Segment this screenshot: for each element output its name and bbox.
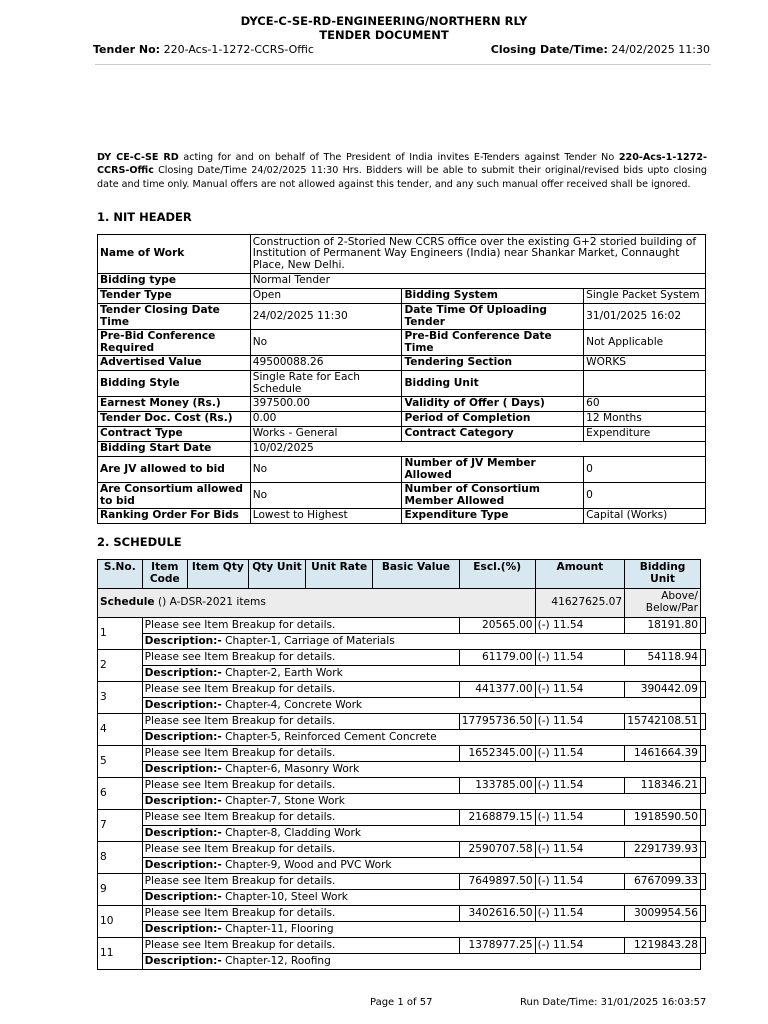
table-row [98, 746, 706, 762]
nit-key: Number of JV Member Allowed [402, 457, 584, 483]
nit-row [98, 483, 706, 509]
item-description [142, 858, 700, 874]
item-basic-value: 3402616.50 [459, 906, 535, 922]
item-amount: 3009954.56 [625, 906, 701, 922]
table-row [98, 730, 706, 746]
item-sno: 9 [98, 874, 143, 906]
nit-key: Validity of Offer ( Days) [402, 397, 584, 412]
description-label: Description:- [144, 666, 222, 679]
item-bidding-unit [701, 874, 706, 890]
nit-key: Bidding Start Date [98, 442, 251, 457]
nit-value: Lowest to Highest [250, 509, 402, 524]
item-basic-value: 2168879.15 [459, 810, 535, 826]
schedule-group-unit: Above/ Below/Par [625, 589, 701, 618]
item-detail: Please see Item Breakup for details. [142, 618, 459, 634]
nit-key: Name of Work [98, 235, 251, 274]
item-bidding-unit [701, 618, 706, 634]
nit-value: 397500.00 [250, 397, 402, 412]
nit-key: Bidding System [402, 289, 584, 304]
item-bidding-unit [701, 682, 706, 698]
tender-no-value: 220-Acs-1-1272-CCRS-Offic [163, 43, 314, 56]
description-text: Chapter-10, Steel Work [221, 890, 348, 903]
nit-value: 0.00 [250, 412, 402, 427]
item-amount: 15742108.51 [625, 714, 701, 730]
item-sno: 7 [98, 810, 143, 842]
table-row [98, 826, 706, 842]
description-label: Description:- [144, 826, 222, 839]
page-number: Page 1 of 57 [370, 997, 433, 1008]
table-row [98, 714, 706, 730]
nit-value: Construction of 2-Storied New CCRS office over the existing G+2 storied building of Institution of Permanent Way Engineers (India) near Shankar Market, Connaught Place, New Delhi. [250, 235, 705, 274]
schedule-heading: 2. SCHEDULE [97, 535, 182, 549]
item-sno: 11 [98, 938, 143, 970]
item-amount: 6767099.33 [625, 874, 701, 890]
nit-key: Earnest Money (Rs.) [98, 397, 251, 412]
item-sno: 10 [98, 906, 143, 938]
schedule-group-text: () A-DSR-2021 items [154, 596, 266, 609]
closing-date-label: Closing Date/Time: [490, 43, 608, 56]
item-sno: 5 [98, 746, 143, 778]
nit-row [98, 304, 706, 330]
nit-key: Pre-Bid Conference Required [98, 330, 251, 356]
nit-row [98, 427, 706, 442]
item-amount: 2291739.93 [625, 842, 701, 858]
table-row [98, 698, 706, 714]
table-row [98, 938, 706, 954]
item-amount: 18191.80 [625, 618, 701, 634]
run-datetime: Run Date/Time: 31/01/2025 16:03:57 [520, 997, 707, 1008]
nit-value: WORKS [584, 356, 706, 371]
item-amount: 390442.09 [625, 682, 701, 698]
nit-key: Bidding Unit [402, 371, 584, 397]
item-escalation: (-) 11.54 [535, 714, 625, 730]
item-sno: 6 [98, 778, 143, 810]
item-amount: 118346.21 [625, 778, 701, 794]
nit-value: 10/02/2025 [250, 442, 705, 457]
item-bidding-unit [701, 842, 706, 858]
nit-value: Open [250, 289, 402, 304]
nit-value: Single Rate for Each Schedule [250, 371, 402, 397]
nit-key: Number of Consortium Member Allowed [402, 483, 584, 509]
item-bidding-unit [701, 714, 706, 730]
nit-value: 49500088.26 [250, 356, 402, 371]
item-basic-value: 2590707.58 [459, 842, 535, 858]
item-bidding-unit [701, 938, 706, 954]
table-row [98, 858, 706, 874]
item-basic-value: 20565.00 [459, 618, 535, 634]
item-description [142, 634, 700, 650]
table-row [98, 954, 706, 970]
item-detail: Please see Item Breakup for details. [142, 938, 459, 954]
item-escalation: (-) 11.54 [535, 778, 625, 794]
item-sno: 3 [98, 682, 143, 714]
nit-value: No [250, 457, 402, 483]
item-escalation: (-) 11.54 [535, 842, 625, 858]
nit-value: No [250, 330, 402, 356]
column-header: Item Qty [187, 560, 248, 589]
nit-value [584, 371, 706, 397]
nit-value: 60 [584, 397, 706, 412]
schedule-group-cell [98, 589, 536, 618]
nit-key: Tender Doc. Cost (Rs.) [98, 412, 251, 427]
nit-key: Bidding Style [98, 371, 251, 397]
description-text: Chapter-2, Earth Work [221, 666, 343, 679]
nit-row [98, 235, 706, 274]
nit-value: Expenditure [584, 427, 706, 442]
table-row [98, 634, 706, 650]
description-label: Description:- [144, 858, 222, 871]
item-basic-value: 61179.00 [459, 650, 535, 666]
nit-key: Bidding type [98, 274, 251, 289]
item-description [142, 890, 700, 906]
item-escalation: (-) 11.54 [535, 746, 625, 762]
item-sno: 2 [98, 650, 143, 682]
item-bidding-unit [701, 810, 706, 826]
item-escalation: (-) 11.54 [535, 682, 625, 698]
nit-row [98, 397, 706, 412]
item-escalation: (-) 11.54 [535, 906, 625, 922]
intro-paragraph [97, 151, 707, 191]
nit-key: Tender Closing Date Time [98, 304, 251, 330]
schedule-group-label: Schedule [100, 596, 155, 609]
item-escalation: (-) 11.54 [535, 650, 625, 666]
item-bidding-unit [701, 778, 706, 794]
item-bidding-unit [701, 906, 706, 922]
item-detail: Please see Item Breakup for details. [142, 842, 459, 858]
item-basic-value: 441377.00 [459, 682, 535, 698]
tender-no [93, 43, 314, 56]
column-header: S.No. [98, 560, 143, 589]
item-amount: 54118.94 [625, 650, 701, 666]
item-escalation: (-) 11.54 [535, 874, 625, 890]
nit-value: Not Applicable [584, 330, 706, 356]
closing-date-value: 24/02/2025 11:30 [611, 43, 710, 56]
item-description [142, 954, 700, 970]
item-escalation: (-) 11.54 [535, 810, 625, 826]
description-text: Chapter-4, Concrete Work [221, 698, 363, 711]
item-description [142, 762, 700, 778]
document-subtitle: TENDER DOCUMENT [319, 28, 449, 42]
description-label: Description:- [144, 794, 222, 807]
item-amount: 1461664.39 [625, 746, 701, 762]
table-row [98, 794, 706, 810]
table-row [98, 778, 706, 794]
column-header: Qty Unit [248, 560, 305, 589]
description-text: Chapter-7, Stone Work [221, 794, 345, 807]
item-escalation: (-) 11.54 [535, 938, 625, 954]
item-basic-value: 1378977.25 [459, 938, 535, 954]
item-description [142, 826, 700, 842]
tender-no-label: Tender No: [93, 43, 161, 56]
description-text: Chapter-8, Cladding Work [221, 826, 361, 839]
table-row [98, 682, 706, 698]
intro-text-1: acting for and on behalf of The President of India invites E-Tenders against Tender No [178, 152, 619, 163]
description-label: Description:- [144, 698, 222, 711]
item-description [142, 698, 700, 714]
nit-key: Expenditure Type [402, 509, 584, 524]
description-label: Description:- [144, 954, 222, 967]
item-basic-value: 133785.00 [459, 778, 535, 794]
nit-value: 24/02/2025 11:30 [250, 304, 402, 330]
nit-key: Tendering Section [402, 356, 584, 371]
column-header: Escl.(%) [459, 560, 535, 589]
column-header: Unit Rate [306, 560, 373, 589]
table-row [98, 810, 706, 826]
schedule-table [97, 559, 706, 970]
nit-key: Are JV allowed to bid [98, 457, 251, 483]
description-text: Chapter-9, Wood and PVC Work [221, 858, 392, 871]
table-row [98, 666, 706, 682]
item-detail: Please see Item Breakup for details. [142, 746, 459, 762]
nit-value: Normal Tender [250, 274, 705, 289]
item-sno: 8 [98, 842, 143, 874]
item-bidding-unit [701, 650, 706, 666]
item-basic-value: 17795736.50 [459, 714, 535, 730]
item-description [142, 730, 700, 746]
column-header: Basic Value [373, 560, 460, 589]
nit-row [98, 412, 706, 427]
nit-row [98, 442, 706, 457]
closing-date [491, 43, 710, 56]
nit-row [98, 457, 706, 483]
nit-key: Are Consortium allowed to bid [98, 483, 251, 509]
nit-row [98, 330, 706, 356]
description-label: Description:- [144, 922, 222, 935]
description-label: Description:- [144, 634, 222, 647]
intro-tender-no: 220-Acs-1-1272-CCRS-Offic [97, 152, 707, 177]
item-bidding-unit [701, 746, 706, 762]
description-text: Chapter-6, Masonry Work [221, 762, 360, 775]
description-label: Description:- [144, 730, 222, 743]
nit-row [98, 289, 706, 304]
header-divider [95, 64, 711, 65]
schedule-group-row [98, 589, 706, 618]
item-amount: 1918590.50 [625, 810, 701, 826]
intro-officer: DY CE-C-SE RD [97, 152, 179, 163]
nit-value: 0 [584, 457, 706, 483]
table-row [98, 922, 706, 938]
item-detail: Please see Item Breakup for details. [142, 874, 459, 890]
table-row [98, 618, 706, 634]
item-escalation: (-) 11.54 [535, 618, 625, 634]
nit-key: Contract Category [402, 427, 584, 442]
nit-row [98, 371, 706, 397]
nit-key: Contract Type [98, 427, 251, 442]
description-label: Description:- [144, 890, 222, 903]
item-sno: 4 [98, 714, 143, 746]
schedule-group-amount: 41627625.07 [535, 589, 625, 618]
nit-key: Tender Type [98, 289, 251, 304]
nit-key: Ranking Order For Bids [98, 509, 251, 524]
description-text: Chapter-11, Flooring [221, 922, 334, 935]
nit-value: 31/01/2025 16:02 [584, 304, 706, 330]
item-detail: Please see Item Breakup for details. [142, 778, 459, 794]
schedule-header-row [98, 560, 706, 589]
column-header: Bidding Unit [625, 560, 701, 589]
item-sno: 1 [98, 618, 143, 650]
item-detail: Please see Item Breakup for details. [142, 810, 459, 826]
nit-row [98, 274, 706, 289]
nit-key: Period of Completion [402, 412, 584, 427]
table-row [98, 762, 706, 778]
item-detail: Please see Item Breakup for details. [142, 650, 459, 666]
item-basic-value: 7649897.50 [459, 874, 535, 890]
item-detail: Please see Item Breakup for details. [142, 714, 459, 730]
nit-value: 0 [584, 483, 706, 509]
table-row [98, 650, 706, 666]
description-label: Description:- [144, 762, 222, 775]
item-description [142, 666, 700, 682]
table-row [98, 842, 706, 858]
item-detail: Please see Item Breakup for details. [142, 682, 459, 698]
nit-key: Pre-Bid Conference Date Time [402, 330, 584, 356]
item-detail: Please see Item Breakup for details. [142, 906, 459, 922]
nit-row [98, 509, 706, 524]
item-description [142, 794, 700, 810]
column-header: Item Code [142, 560, 187, 589]
description-text: Chapter-1, Carriage of Materials [221, 634, 395, 647]
document-title: DYCE-C-SE-RD-ENGINEERING/NORTHERN RLY [240, 14, 528, 28]
nit-heading: 1. NIT HEADER [97, 210, 192, 224]
table-row [98, 890, 706, 906]
table-row [98, 906, 706, 922]
item-description [142, 922, 700, 938]
nit-table [97, 234, 706, 524]
description-text: Chapter-12, Roofing [221, 954, 331, 967]
nit-key: Advertised Value [98, 356, 251, 371]
nit-row [98, 356, 706, 371]
intro-text-2: Closing Date/Time 24/02/2025 11:30 Hrs. Bidders will be able to submit their original/revised bids upto closing date and time only. Manual offers are not allowed against this tender, and any such manual offer received shall be ignored. [97, 165, 707, 190]
column-header: Amount [535, 560, 625, 589]
nit-value: Capital (Works) [584, 509, 706, 524]
nit-key: Date Time Of Uploading Tender [402, 304, 584, 330]
nit-value: Single Packet System [584, 289, 706, 304]
nit-value: 12 Months [584, 412, 706, 427]
item-basic-value: 1652345.00 [459, 746, 535, 762]
nit-value: Works - General [250, 427, 402, 442]
description-text: Chapter-5, Reinforced Cement Concrete [221, 730, 437, 743]
item-amount: 1219843.28 [625, 938, 701, 954]
nit-value: No [250, 483, 402, 509]
table-row [98, 874, 706, 890]
